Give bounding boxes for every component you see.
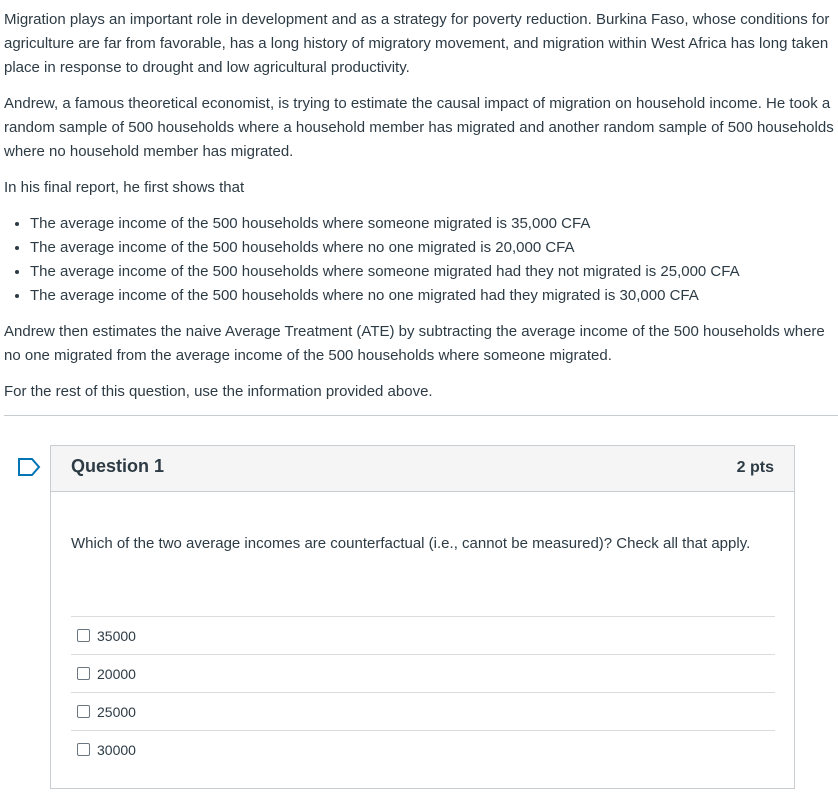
flag-question-icon[interactable] (17, 457, 41, 477)
answer-checkbox[interactable] (77, 667, 90, 680)
answer-label: 25000 (97, 703, 136, 720)
intro-paragraph-4: Andrew then estimates the naive Average Treatment (ATE) by subtracting the average income of the 500 households where no one migrated from the average income of the 500 households where someone migrated. (4, 323, 825, 364)
answer-checkbox[interactable] (77, 705, 90, 718)
question-card (50, 445, 795, 789)
answer-option-35000[interactable] (71, 616, 775, 654)
income-fact-item: • The average income of the 500 households where someone migrated had they not migrated is 25,000 CFA (30, 260, 836, 284)
question-text: Which of the two average incomes are counterfactual (i.e., cannot be measured)? Check all that apply. (71, 535, 751, 552)
answer-label: 30000 (97, 741, 136, 758)
question-title: Question 1 (71, 456, 165, 476)
question-header (51, 446, 794, 492)
income-fact-item: • The average income of the 500 households where no one migrated is 20,000 CFA (30, 236, 836, 260)
answer-checkbox[interactable] (77, 743, 90, 756)
intro-paragraph-3: In his final report, he first shows that (4, 179, 245, 196)
answer-option-20000[interactable] (71, 654, 775, 692)
section-divider (4, 415, 838, 416)
intro-paragraph-1: Migration plays an important role in development and as a strategy for poverty reduction. Burkina Faso, whose conditions for agriculture are far from favorable, has a long history of migratory movement, and migration within West Africa has long taken place in response to drought and low agricultural productivity. (4, 11, 830, 76)
answer-label: 20000 (97, 665, 136, 682)
question-intro (4, 8, 836, 416)
answer-label: 35000 (97, 627, 136, 644)
intro-paragraph-5: For the rest of this question, use the information provided above. (4, 383, 433, 400)
answer-list (71, 616, 775, 768)
income-fact-item: • The average income of the 500 households where no one migrated had they migrated is 30,000 CFA (30, 284, 836, 308)
income-facts-list (4, 212, 836, 308)
answer-checkbox[interactable] (77, 629, 90, 642)
answer-option-30000[interactable] (71, 730, 775, 768)
income-fact-item: • The average income of the 500 households where someone migrated is 35,000 CFA (30, 212, 836, 236)
intro-paragraph-2: Andrew, a famous theoretical economist, is trying to estimate the causal impact of migration on household income. He took a random sample of 500 households where a household member has migrated and another random sample of 500 households where no household member has migrated. (4, 95, 834, 160)
answer-option-25000[interactable] (71, 692, 775, 730)
question-points: 2 pts (736, 459, 774, 476)
